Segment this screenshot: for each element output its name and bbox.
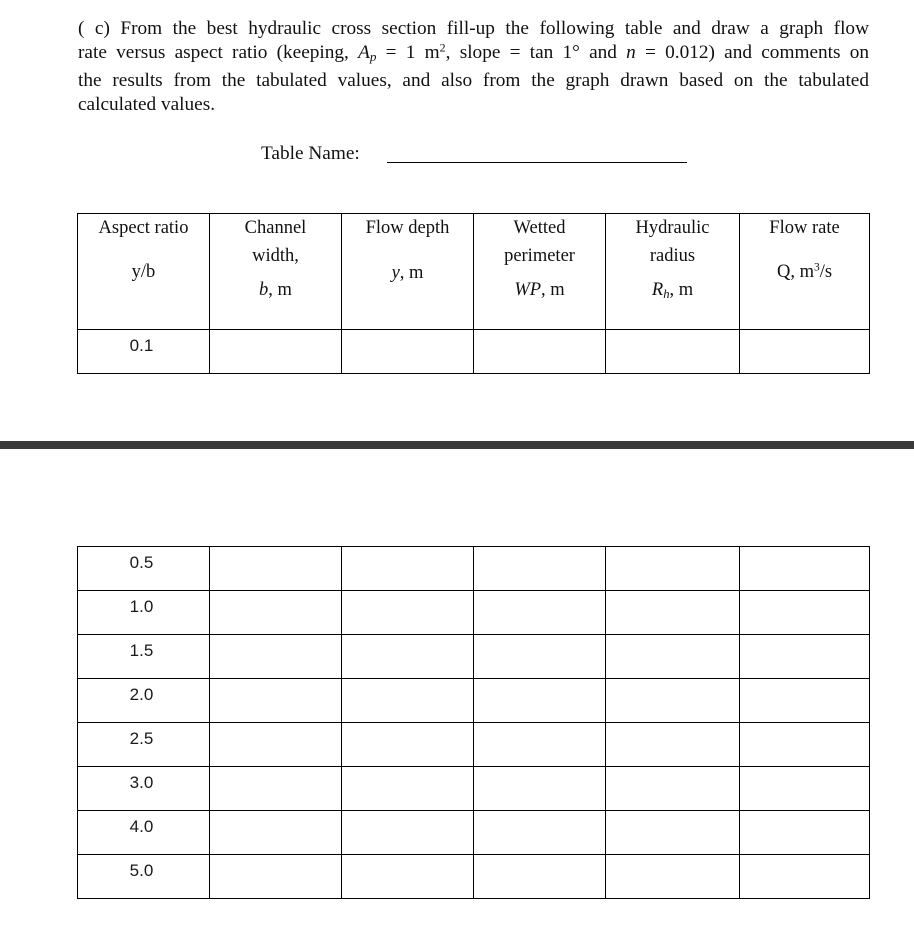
flow-depth-input-cell[interactable]	[342, 767, 474, 811]
aspect-ratio-cell: 0.1	[78, 330, 210, 374]
flow-rate-input-cell[interactable]	[740, 855, 870, 899]
wetted-perimeter-input-cell[interactable]	[474, 635, 606, 679]
aspect-ratio-cell: 1.0	[78, 591, 210, 635]
channel-width-input-cell[interactable]	[210, 635, 342, 679]
header-aspect-ratio: Aspect ratio y/b	[78, 214, 210, 330]
flow-depth-input-cell[interactable]	[342, 635, 474, 679]
header-flow-depth: Flow depth y, m	[342, 214, 474, 330]
header-flow-rate: Flow rate Q, $m^3/s$	[740, 214, 870, 330]
hydraulic-radius-input-cell[interactable]	[606, 767, 740, 811]
flow-rate-input-cell[interactable]	[740, 330, 870, 374]
table-row	[78, 547, 870, 591]
hydraulic-radius-input-cell[interactable]	[606, 679, 740, 723]
aspect-ratio-cell: 4.0	[78, 811, 210, 855]
flow-rate-input-cell[interactable]	[740, 811, 870, 855]
wetted-perimeter-input-cell[interactable]	[474, 591, 606, 635]
flow-depth-input-cell[interactable]	[342, 811, 474, 855]
flow-rate-input-cell[interactable]	[740, 679, 870, 723]
flow-rate-input-cell[interactable]	[740, 635, 870, 679]
wetted-perimeter-input-cell[interactable]	[474, 330, 606, 374]
hydraulic-radius-input-cell[interactable]	[606, 635, 740, 679]
hydraulic-radius-input-cell[interactable]	[606, 330, 740, 374]
hydraulic-radius-input-cell[interactable]	[606, 547, 740, 591]
table-name-label: Table Name:	[261, 143, 360, 164]
header-hydraulic-radius: Hydraulic radius $R_h$, m	[606, 214, 740, 330]
hydraulic-radius-input-cell[interactable]	[606, 811, 740, 855]
flow-depth-input-cell[interactable]	[342, 679, 474, 723]
aspect-ratio-cell: 0.5	[78, 547, 210, 591]
channel-width-input-cell[interactable]	[210, 591, 342, 635]
flow-depth-input-cell[interactable]	[342, 723, 474, 767]
header-channel-width: Channel width, b, m	[210, 214, 342, 330]
flow-depth-input-cell[interactable]	[342, 547, 474, 591]
aspect-ratio-cell: 1.5	[78, 635, 210, 679]
channel-width-input-cell[interactable]	[210, 330, 342, 374]
table-row	[78, 723, 870, 767]
table-row	[78, 330, 870, 374]
question-line-4: calculated values.	[78, 93, 216, 115]
wetted-perimeter-input-cell[interactable]	[474, 679, 606, 723]
table-header-row	[78, 214, 870, 330]
channel-width-input-cell[interactable]	[210, 855, 342, 899]
table-row	[78, 635, 870, 679]
question-line-2: rate versus aspect ratio (keeping, $A_p = 1$ $m^2$, slope = tan 1° and n = 0.012) and comments on	[78, 40, 870, 64]
flow-depth-input-cell[interactable]	[342, 330, 474, 374]
question-line-1: ( c) From the best hydraulic cross section fill-up the following table and draw a graph flow	[78, 18, 869, 39]
question-text	[78, 17, 869, 117]
page-divider	[0, 441, 914, 449]
wetted-perimeter-input-cell[interactable]	[474, 855, 606, 899]
aspect-ratio-cell: 5.0	[78, 855, 210, 899]
aspect-ratio-cell: 2.0	[78, 679, 210, 723]
data-table-top	[77, 213, 870, 374]
flow-rate-input-cell[interactable]	[740, 723, 870, 767]
channel-width-input-cell[interactable]	[210, 767, 342, 811]
wetted-perimeter-input-cell[interactable]	[474, 723, 606, 767]
aspect-ratio-cell: 3.0	[78, 767, 210, 811]
table-row	[78, 811, 870, 855]
flow-rate-input-cell[interactable]	[740, 767, 870, 811]
table-row	[78, 767, 870, 811]
channel-width-input-cell[interactable]	[210, 723, 342, 767]
table-row	[78, 591, 870, 635]
channel-width-input-cell[interactable]	[210, 679, 342, 723]
wetted-perimeter-input-cell[interactable]	[474, 811, 606, 855]
flow-depth-input-cell[interactable]	[342, 591, 474, 635]
aspect-ratio-cell: 2.5	[78, 723, 210, 767]
hydraulic-radius-input-cell[interactable]	[606, 855, 740, 899]
flow-rate-input-cell[interactable]	[740, 591, 870, 635]
flow-rate-input-cell[interactable]	[740, 547, 870, 591]
question-line-3: the results from the tabulated values, and also from the graph drawn based on the tabulated	[78, 69, 869, 91]
header-wetted-perimeter: Wetted perimeter WP, m	[474, 214, 606, 330]
table-name-blank-line[interactable]	[387, 162, 687, 163]
flow-depth-input-cell[interactable]	[342, 855, 474, 899]
hydraulic-radius-input-cell[interactable]	[606, 723, 740, 767]
wetted-perimeter-input-cell[interactable]	[474, 547, 606, 591]
wetted-perimeter-input-cell[interactable]	[474, 767, 606, 811]
channel-width-input-cell[interactable]	[210, 811, 342, 855]
channel-width-input-cell[interactable]	[210, 547, 342, 591]
table-row	[78, 679, 870, 723]
hydraulic-radius-input-cell[interactable]	[606, 591, 740, 635]
table-row	[78, 855, 870, 899]
data-table-bottom	[77, 546, 870, 899]
